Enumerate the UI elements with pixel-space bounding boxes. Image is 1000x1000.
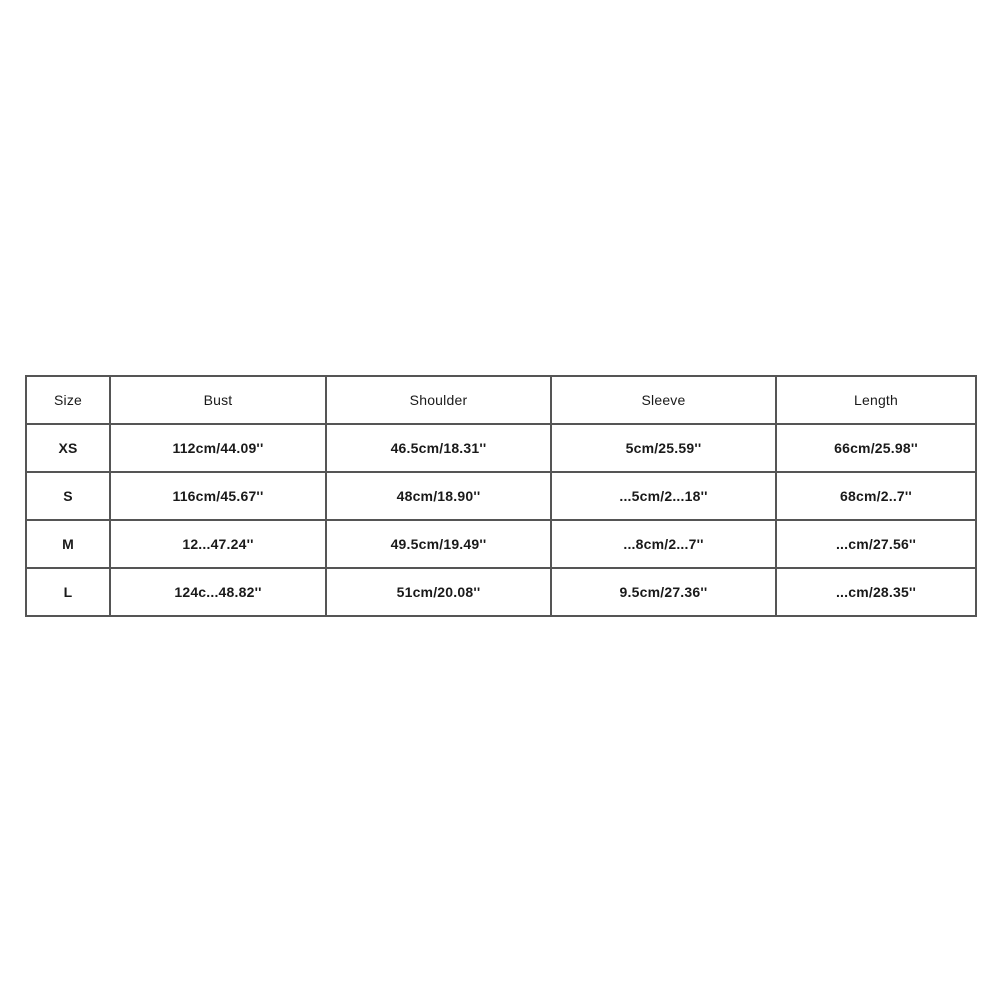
cell-bust: 112cm/44.09'' xyxy=(110,424,326,472)
cell-sleeve: 5cm/25.59'' xyxy=(551,424,776,472)
cell-shoulder: 51cm/20.08'' xyxy=(326,568,551,616)
cell-size: M xyxy=(26,520,110,568)
cell-shoulder: 49.5cm/19.49'' xyxy=(326,520,551,568)
cell-length: 68cm/2..7'' xyxy=(776,472,976,520)
cell-sleeve: 9.5cm/27.36'' xyxy=(551,568,776,616)
table-row-s xyxy=(26,472,976,520)
cell-length: 66cm/25.98'' xyxy=(776,424,976,472)
cell-length: ...cm/28.35'' xyxy=(776,568,976,616)
header-bust: Bust xyxy=(110,376,326,424)
cell-bust: 124c...48.82'' xyxy=(110,568,326,616)
cell-shoulder: 48cm/18.90'' xyxy=(326,472,551,520)
cell-sleeve: ...8cm/2...7'' xyxy=(551,520,776,568)
header-sleeve: Sleeve xyxy=(551,376,776,424)
cell-bust: 12...47.24'' xyxy=(110,520,326,568)
cell-bust: 116cm/45.67'' xyxy=(110,472,326,520)
cell-size: XS xyxy=(26,424,110,472)
header-length: Length xyxy=(776,376,976,424)
table-header-row xyxy=(26,376,976,424)
size-chart-table xyxy=(25,375,977,617)
table-row-xs xyxy=(26,424,976,472)
header-size: Size xyxy=(26,376,110,424)
table-row-m xyxy=(26,520,976,568)
cell-size: L xyxy=(26,568,110,616)
cell-length: ...cm/27.56'' xyxy=(776,520,976,568)
cell-shoulder: 46.5cm/18.31'' xyxy=(326,424,551,472)
header-shoulder: Shoulder xyxy=(326,376,551,424)
table-row-l xyxy=(26,568,976,616)
cell-sleeve: ...5cm/2...18'' xyxy=(551,472,776,520)
cell-size: S xyxy=(26,472,110,520)
